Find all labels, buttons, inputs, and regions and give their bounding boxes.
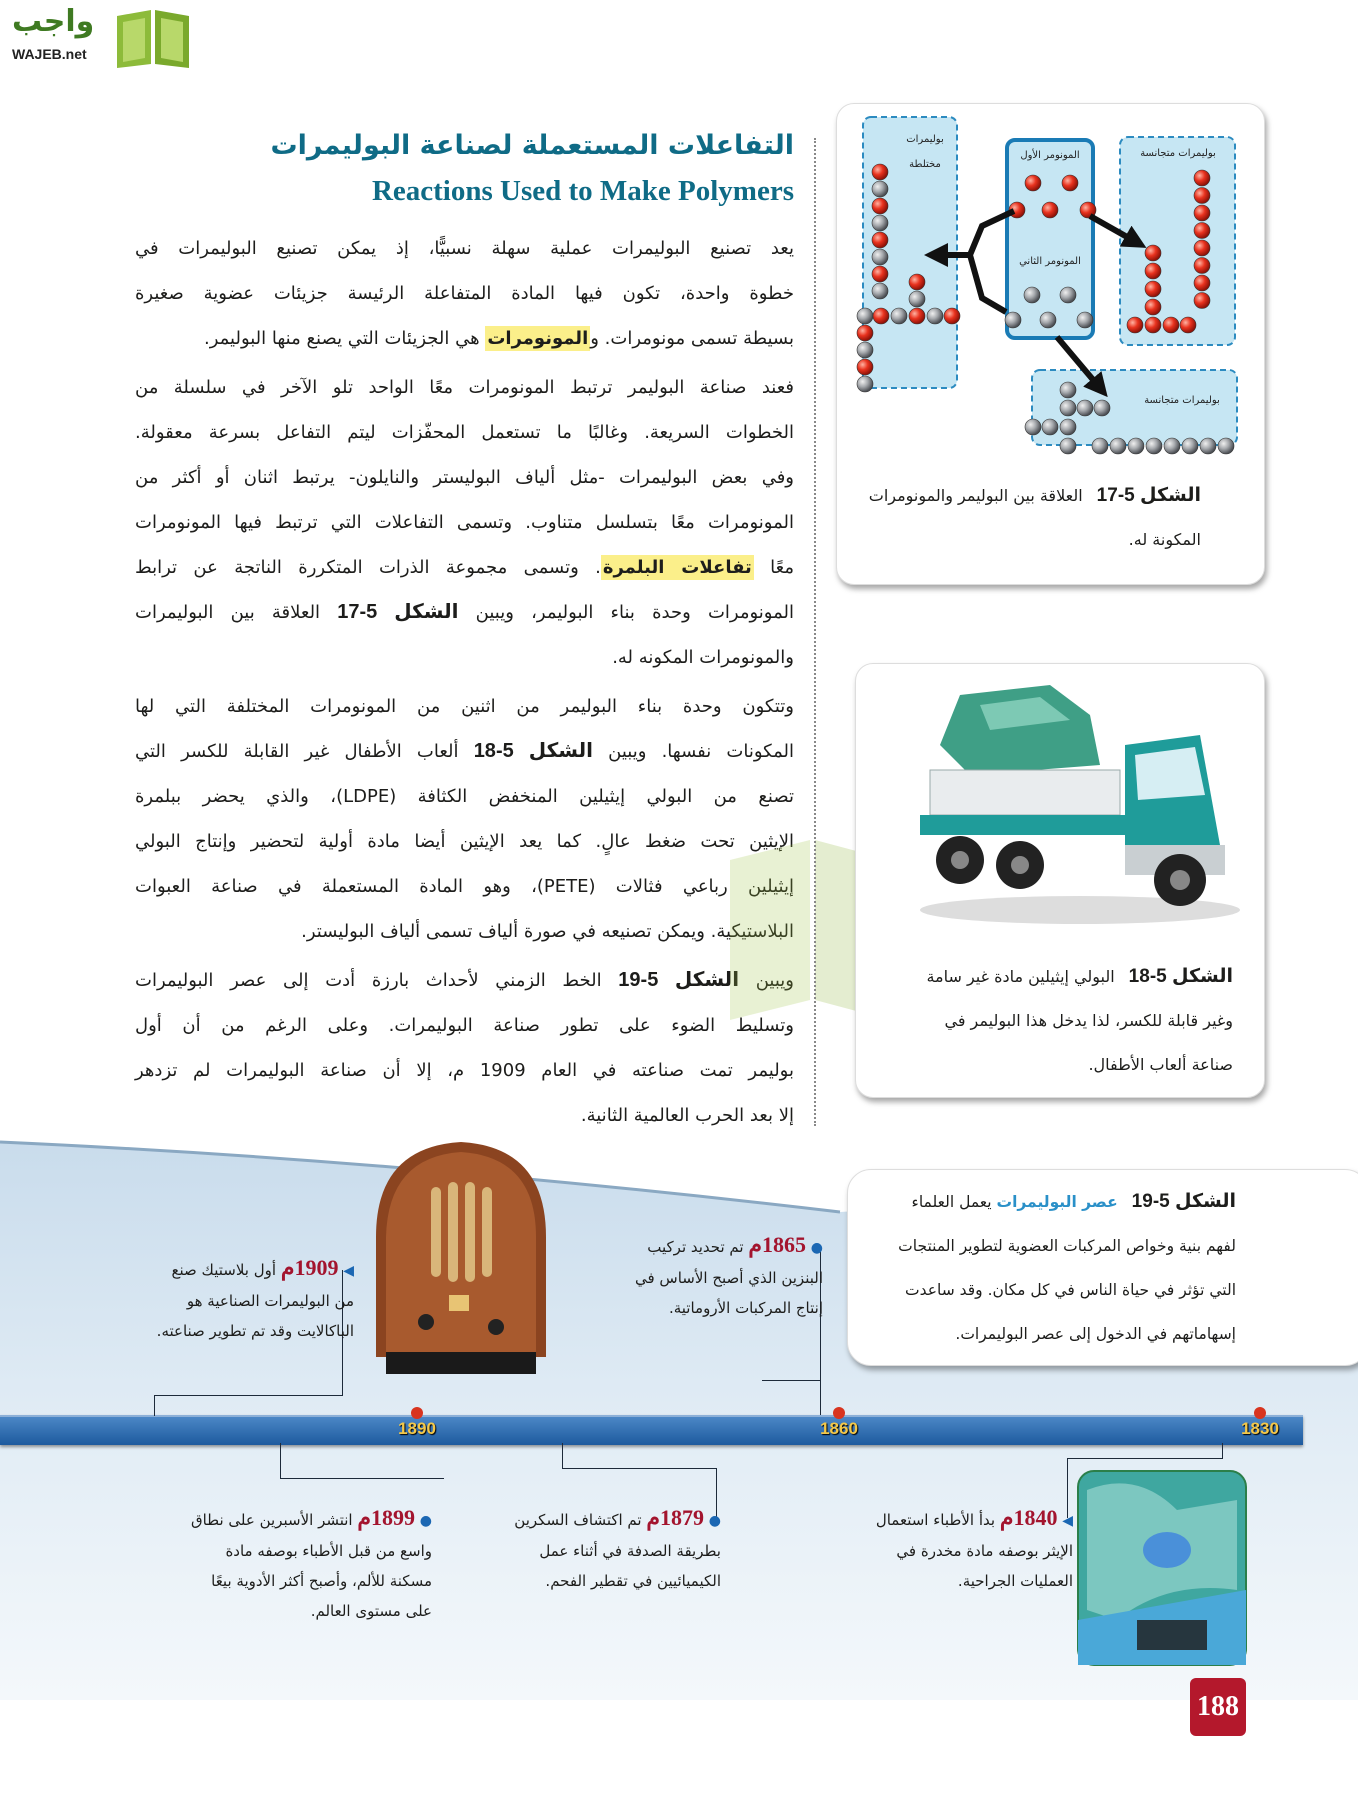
- text-line: [135, 864, 794, 909]
- text-line: [135, 1003, 794, 1048]
- wajeb-logo[interactable]: [8, 4, 193, 68]
- logo-arabic: واجب: [12, 4, 95, 39]
- monomer-1-sphere: [1180, 317, 1196, 333]
- event-text: تم تحديد تركيب: [647, 1238, 744, 1256]
- monomer-1-sphere: [1194, 258, 1210, 274]
- event-text: انتشر الأسبرين على نطاق: [190, 1511, 353, 1529]
- monomer-2-sphere: [872, 249, 888, 265]
- text-segment: وفي بعض البوليمرات -مثل ألياف البوليستر والنايلون- يرتبط اثنان أو أكثر من: [135, 467, 794, 488]
- caption-text: التي تؤثر في حياة الناس في كل مكان. وقد ساعدت: [905, 1281, 1236, 1299]
- text-segment: الخط الزمني لأحداث بارزة أدت إلى عصر البوليمرات: [135, 970, 619, 991]
- text-segment: خطوة واحدة، تكون فيها المادة المتفاعلة الرئيسة جزيئات عضوية صغيرة: [135, 283, 794, 304]
- text-segment: بسيطة تسمى مونومرات. و: [590, 328, 794, 349]
- text-line: [135, 226, 794, 271]
- text-segment: وتتكون وحدة بناء البوليمر من اثنين من المونومرات المختلفة التي لها: [135, 696, 794, 717]
- event-text: الباكالايت وقد تم تطوير صناعته.: [156, 1322, 354, 1340]
- monomer-2-sphere: [1005, 312, 1021, 328]
- event-text: واسع من قبل الأطباء بوصفه مادة: [225, 1542, 432, 1560]
- text-line: [135, 500, 794, 545]
- figure-label: الشكل 5-18: [1128, 966, 1233, 987]
- triangle-marker-icon: ◀: [343, 1263, 354, 1279]
- text-segment: والمونومرات المكونه له.: [612, 647, 794, 668]
- text-segment: الخطوات السريعة. وغالبًا ما تستعمل المحفّزات ليتم التفاعل بسرعة معقولة.: [135, 422, 794, 443]
- event-year: 1899م: [357, 1505, 415, 1530]
- monomer-2-sphere: [1218, 438, 1234, 454]
- monomer-1-sphere: [872, 266, 888, 282]
- timeline-pin: [411, 1407, 423, 1419]
- caption-text: وغير قابلة للكسر، لذا يدخل هذا البوليمر في: [944, 1011, 1233, 1030]
- text-segment: هي الجزيئات التي يصنع منها البوليمر.: [203, 328, 486, 349]
- caption-text: البولي إيثيلين مادة غير سامة: [926, 967, 1115, 986]
- monomer-1-sphere: [872, 232, 888, 248]
- monomer-2-sphere: [1060, 287, 1076, 303]
- monomer-1-sphere: [1194, 293, 1210, 309]
- event-text: على مستوى العالم.: [310, 1602, 432, 1620]
- timeline-event-1840: [876, 1503, 1073, 1596]
- monomer-2-sphere: [872, 215, 888, 231]
- monomer-2-sphere: [872, 181, 888, 197]
- timeline-tick: 1890: [398, 1419, 436, 1438]
- caption-text: المكونة له.: [1128, 530, 1201, 549]
- text-line: [135, 774, 794, 819]
- surgery-photo: [1077, 1470, 1247, 1666]
- event-year: 1840م: [999, 1505, 1058, 1530]
- text-segment: . وتسمى مجموعة الذرات المتكررة الناتجة عن ترابط: [135, 557, 601, 578]
- monomer-2-sphere: [1077, 400, 1093, 416]
- event-text: من البوليمرات الصناعية هو: [186, 1292, 354, 1310]
- paragraph: [135, 365, 794, 680]
- bullet-icon: ●: [419, 1513, 432, 1529]
- text-line: [135, 410, 794, 455]
- timeline-bar: [0, 1415, 1303, 1445]
- monomer-1-sphere: [872, 198, 888, 214]
- caption-text: إسهاماتهم في الدخول إلى عصر البوليمرات.: [955, 1325, 1236, 1343]
- monomer-1-sphere: [1025, 175, 1041, 191]
- monomer-2-sphere: [1024, 287, 1040, 303]
- text-segment: يعد تصنيع البوليمرات عملية سهلة نسبيًّا، إذ يمكن تصنيع البوليمرات في: [135, 238, 794, 259]
- text-segment: ألعاب الأطفال غير القابلة للكسر التي: [135, 741, 474, 762]
- figure-reference: الشكل 5-19: [618, 969, 740, 991]
- column-divider: [814, 138, 816, 1126]
- monomer-2-sphere: [857, 342, 873, 358]
- monomer-1-sphere: [1145, 245, 1161, 261]
- monomer-2-sphere: [1092, 438, 1108, 454]
- paragraph: [135, 684, 794, 954]
- figure-5-18-caption: [926, 955, 1233, 1087]
- monomer-2-sphere: [1164, 438, 1180, 454]
- monomer-1-sphere: [1194, 275, 1210, 291]
- caption-text: يعمل العلماء: [911, 1193, 992, 1211]
- monomer-2-sphere: [1146, 438, 1162, 454]
- text-segment: العلاقة بين البوليمرات: [135, 602, 338, 623]
- text-line: [135, 455, 794, 500]
- text-segment: إلا بعد الحرب العالمية الثانية.: [580, 1105, 794, 1126]
- event-year: 1909م: [280, 1255, 339, 1280]
- monomer-2-sphere: [1060, 400, 1076, 416]
- homo-polymer-box-top: [1120, 137, 1235, 345]
- monomer-1-sphere: [1194, 188, 1210, 204]
- bullet-icon: ●: [708, 1513, 721, 1529]
- timeline-event-1879: [514, 1503, 721, 1596]
- caption-text: العلاقة بين البوليمر والمونومرات: [868, 486, 1083, 505]
- monomer-1-sphere: [1145, 317, 1161, 333]
- monomer-2-sphere: [872, 283, 888, 299]
- monomer-1-sphere: [1194, 223, 1210, 239]
- text-line: [135, 684, 794, 729]
- body-text: [135, 226, 794, 1142]
- figure-label: الشكل 5-19: [1131, 1191, 1236, 1212]
- paragraph: [135, 226, 794, 361]
- monomer-1-sphere: [857, 359, 873, 375]
- text-segment: إيثيلين رباعي فثالات (PETE)، وهو المادة المستعملة في صناعة العبوات: [135, 876, 794, 897]
- text-segment: ويبين: [739, 970, 795, 991]
- text-line: [135, 635, 794, 680]
- event-text: بطريقة الصدفة في أثناء عمل: [539, 1542, 721, 1560]
- monomer-2-sphere: [1060, 382, 1076, 398]
- timeline-event-1865: [635, 1230, 823, 1323]
- monomer-box: [1007, 140, 1093, 338]
- timeline-event-1909: [157, 1253, 354, 1346]
- monomer-2-sphere: [891, 308, 907, 324]
- label-monomer-1: المونومر الأول: [1020, 150, 1080, 161]
- text-line: [135, 958, 794, 1003]
- text-segment: المونومرات معًا بتسلسل متناوب. وتسمى التفاعلات التي ترتبط فيها المونومرات: [135, 512, 794, 533]
- bakelite-radio-photo: [356, 1137, 562, 1379]
- monomer-2-sphere: [927, 308, 943, 324]
- monomer-2-sphere: [857, 376, 873, 392]
- page-number: 188: [1190, 1678, 1246, 1736]
- monomer-2-sphere: [1060, 438, 1076, 454]
- label-homo-top: بوليمرات متجانسة: [1140, 148, 1216, 159]
- text-line: [135, 365, 794, 410]
- monomer-2-sphere: [1182, 438, 1198, 454]
- label-mixed-1: بوليمرات: [906, 134, 944, 145]
- text-segment: معًا: [753, 557, 794, 578]
- text-segment: تصنع من البولي إيثيلين المنخفض الكثافة (LDPE)، والذي يحضر ببلمرة: [135, 786, 794, 807]
- logo-latin: WAJEB.net: [12, 46, 87, 62]
- bullet-icon: ●: [810, 1240, 823, 1256]
- event-text: مسكنة للألم، وأصبح أكثر الأدوية بيعًا: [211, 1572, 432, 1590]
- text-segment: البلاستيكية. ويمكن تصنيعه في صورة ألياف تسمى ألياف البوليستر.: [301, 921, 794, 942]
- triangle-marker-icon: ◀: [1062, 1513, 1073, 1529]
- event-year: 1879م: [646, 1505, 704, 1530]
- monomer-1-sphere: [873, 308, 889, 324]
- text-line: [135, 316, 794, 361]
- monomer-2-sphere: [1110, 438, 1126, 454]
- monomer-1-sphere: [944, 308, 960, 324]
- monomer-2-sphere: [1060, 419, 1076, 435]
- timeline-tick: 1830: [1241, 1419, 1279, 1438]
- monomer-1-sphere: [909, 308, 925, 324]
- monomer-1-sphere: [1194, 170, 1210, 186]
- text-line: [135, 1048, 794, 1093]
- figure-5-19-caption: [898, 1180, 1236, 1356]
- key-term: تفاعلات البلمرة: [602, 557, 752, 578]
- caption-text: صناعة ألعاب الأطفال.: [1088, 1055, 1233, 1074]
- event-text: العمليات الجراحية.: [957, 1572, 1073, 1590]
- monomer-1-sphere: [1194, 240, 1210, 256]
- monomer-2-sphere: [1094, 400, 1110, 416]
- paragraph: [135, 958, 794, 1138]
- text-segment: بوليمر تمت صناعته في العام 1909 م، إلا أن صناعة البوليمرات لم تزدهر: [135, 1060, 794, 1081]
- text-segment: المكونات نفسها. ويبين: [592, 741, 794, 762]
- monomer-1-sphere: [872, 164, 888, 180]
- event-text: تم اكتشاف السكرين: [514, 1511, 642, 1529]
- section-title-english: Reactions Used to Make Polymers: [371, 175, 794, 207]
- monomer-2-sphere: [1040, 312, 1056, 328]
- text-line: [135, 545, 794, 590]
- label-monomer-2: المونومر الثاني: [1019, 256, 1081, 267]
- caption-text: لفهم بنية وخواص المركبات العضوية لتطوير المنتجات: [898, 1237, 1236, 1255]
- text-line: [135, 819, 794, 864]
- figure-reference: الشكل 5-18: [473, 740, 593, 762]
- monomer-2-sphere: [857, 308, 873, 324]
- monomer-2-sphere: [1077, 312, 1093, 328]
- toy-truck-photo: [900, 675, 1245, 935]
- caption-highlight: عصر البوليمرات: [996, 1193, 1118, 1211]
- timeline-event-1899: [191, 1503, 432, 1626]
- text-segment: المونومرات وحدة بناء البوليمر، ويبين: [458, 602, 795, 623]
- monomer-2-sphere: [1200, 438, 1216, 454]
- label-mixed-2: مختلطة: [909, 159, 941, 170]
- key-term: المونومرات: [487, 328, 589, 349]
- timeline-pin: [833, 1407, 845, 1419]
- text-line: [135, 271, 794, 316]
- event-text: بدأ الأطباء استعمال: [875, 1511, 996, 1529]
- monomer-1-sphere: [1194, 205, 1210, 221]
- figure-5-17-caption: [869, 474, 1201, 562]
- figure-label: الشكل 5-17: [1096, 485, 1201, 506]
- text-segment: وتسليط الضوء على تطور صناعة البوليمرات. وعلى الرغم من أن أول: [135, 1015, 794, 1036]
- monomer-1-sphere: [1145, 299, 1161, 315]
- text-segment: فعند صناعة البوليمر ترتبط المونومرات معًا الواحد تلو الآخر في سلسلة من: [135, 377, 794, 398]
- section-title-arabic: التفاعلات المستعملة لصناعة البوليمرات: [270, 130, 794, 161]
- monomer-1-sphere: [1145, 281, 1161, 297]
- monomer-1-sphere: [857, 325, 873, 341]
- event-text: البنزين الذي أصبح الأساس في: [634, 1269, 823, 1287]
- text-line: [135, 909, 794, 954]
- figure-5-17-diagram: [830, 100, 1270, 460]
- monomer-1-sphere: [1163, 317, 1179, 333]
- event-text: أول بلاستيك صنع: [171, 1261, 277, 1279]
- timeline-pin: [1254, 1407, 1266, 1419]
- text-line: [135, 729, 794, 774]
- monomer-1-sphere: [1042, 202, 1058, 218]
- event-text: الكيميائيين في تقطير الفحم.: [545, 1572, 721, 1590]
- figure-reference: الشكل 5-17: [337, 601, 459, 623]
- monomer-1-sphere: [909, 274, 925, 290]
- monomer-2-sphere: [1025, 419, 1041, 435]
- timeline-tick: 1860: [820, 1419, 858, 1438]
- event-year: 1865م: [748, 1232, 806, 1257]
- monomer-1-sphere: [1145, 263, 1161, 279]
- monomer-2-sphere: [1128, 438, 1144, 454]
- label-homo-bottom: بوليمرات متجانسة: [1144, 395, 1220, 406]
- text-line: [135, 590, 794, 635]
- monomer-2-sphere: [1042, 419, 1058, 435]
- event-text: الإيثر بوصفه مادة مخدرة في: [896, 1542, 1073, 1560]
- book-icon: [113, 6, 193, 68]
- monomer-1-sphere: [1127, 317, 1143, 333]
- monomer-1-sphere: [1062, 175, 1078, 191]
- monomer-2-sphere: [909, 291, 925, 307]
- event-text: إنتاج المركبات الأروماتية.: [668, 1299, 823, 1317]
- text-segment: الإيثين تحت ضغط عالٍ. كما يعد الإيثين أيضا مادة أولية لتحضير وإنتاج البولي: [135, 831, 794, 852]
